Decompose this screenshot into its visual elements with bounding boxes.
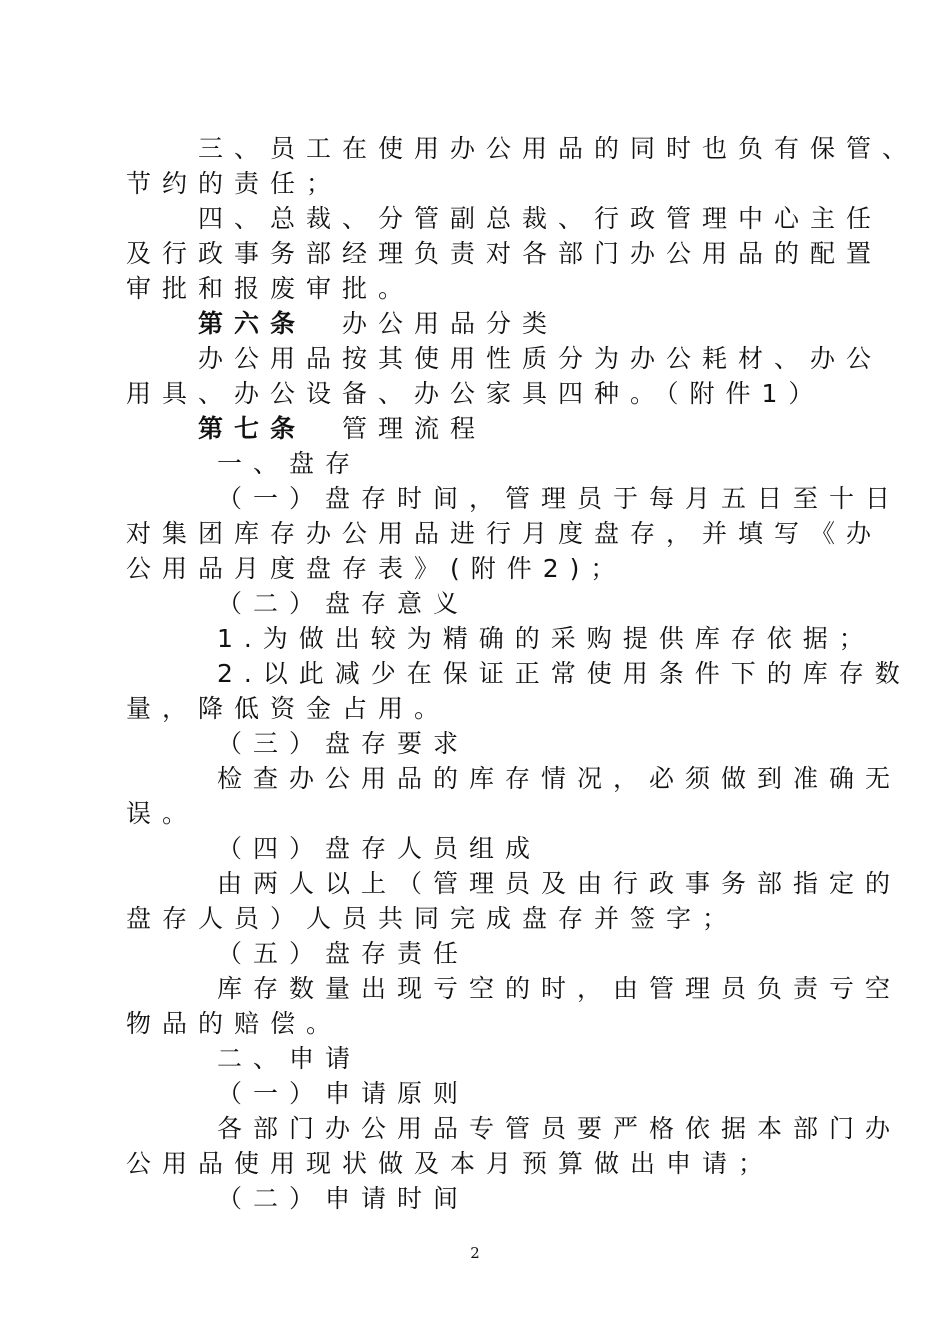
paragraph-line: 三、员工在使用办公用品的同时也负有保管、	[126, 134, 919, 163]
paragraph-line: 由两人以上（管理员及由行政事务部指定的	[126, 869, 901, 898]
article-7-title: 管理流程	[342, 414, 487, 443]
paragraph-line: 公用品使用现状做及本月预算做出申请；	[126, 1149, 775, 1178]
article-7-heading-line	[126, 411, 826, 446]
paragraph-line: 二、申请	[126, 1044, 361, 1073]
article-6-heading-line	[126, 306, 826, 341]
article-7-number: 第七条	[198, 414, 307, 443]
paragraph-line: 库存数量出现亏空的时，由管理员负责亏空	[126, 974, 901, 1003]
paragraph-line: 误。	[126, 799, 199, 828]
paragraph-line: （四）盘存人员组成	[126, 834, 541, 863]
paragraph-line: （一）盘存时间，管理员于每月五日至十日	[126, 484, 901, 513]
page-number: 2	[470, 1244, 480, 1262]
paragraph-line: 一、盘存	[126, 449, 361, 478]
paragraph-line: 物品的赔偿。	[126, 1009, 343, 1038]
paragraph-line: 盘存人员）人员共同完成盘存并签字；	[126, 904, 739, 933]
paragraph-line: （三）盘存要求	[126, 729, 469, 758]
paragraph-line: 四、总裁、分管副总裁、行政管理中心主任	[126, 204, 883, 233]
paragraph-line: 用具、办公设备、办公家具四种。（附件1）	[126, 379, 825, 408]
paragraph-line: （一）申请原则	[126, 1079, 469, 1108]
paragraph-line: （二）申请时间	[126, 1184, 469, 1213]
paragraph-line: 对集团库存办公用品进行月度盘存，并填写《办	[126, 519, 883, 548]
paragraph-line: 办公用品按其使用性质分为办公耗材、办公	[126, 344, 883, 373]
article-6-title: 办公用品分类	[342, 309, 559, 338]
paragraph-line: 及行政事务部经理负责对各部门办公用品的配置	[126, 239, 883, 268]
paragraph-line: 审批和报废审批。	[126, 274, 415, 303]
article-6-number: 第六条	[198, 309, 307, 338]
paragraph-line: 量，降低资金占用。	[126, 694, 451, 723]
paragraph-line: 检查办公用品的库存情况，必须做到准确无	[126, 764, 901, 793]
paragraph-line: 节约的责任；	[126, 169, 343, 198]
paragraph-line: （五）盘存责任	[126, 939, 469, 968]
paragraph-line: 2.以此减少在保证正常使用条件下的库存数	[126, 659, 911, 688]
paragraph-line: 公用品月度盘存表》(附件2)；	[126, 554, 627, 583]
paragraph-line: （二）盘存意义	[126, 589, 469, 618]
paragraph-line: 1.为做出较为精确的采购提供库存依据；	[126, 624, 875, 653]
paragraph-line: 各部门办公用品专管员要严格依据本部门办	[126, 1114, 901, 1143]
body-text	[126, 131, 919, 1216]
